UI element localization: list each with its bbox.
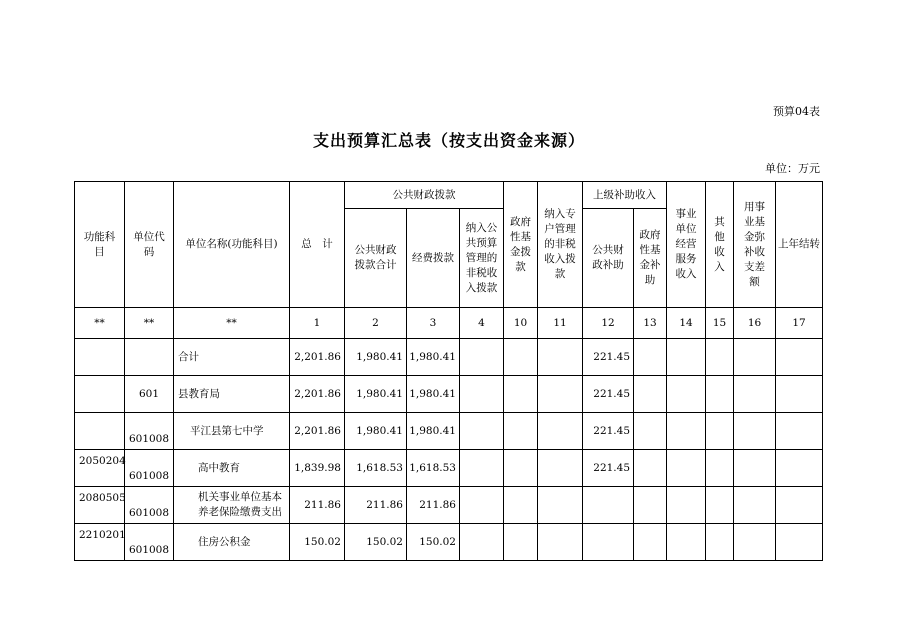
- empty-cell: [667, 339, 706, 376]
- table-row: [75, 413, 823, 450]
- empty-cell: [460, 413, 504, 450]
- table-row: [75, 376, 823, 413]
- table-row: [75, 487, 823, 524]
- page-title: 支出预算汇总表（按支出资金来源）: [312, 131, 585, 150]
- empty-cell: [504, 524, 538, 561]
- cell-pf-total: 211.86: [345, 487, 407, 524]
- column-index-cell: 11: [538, 308, 583, 339]
- empty-cell: [538, 487, 583, 524]
- cell-total: 2,201.86: [290, 339, 345, 376]
- header-unit-code: 单位代码: [125, 182, 174, 308]
- column-index-cell: 17: [776, 308, 823, 339]
- header-total: 总 计: [290, 182, 345, 308]
- header-service-income: 事业单位经营服务收入: [667, 182, 706, 308]
- empty-cell: [504, 450, 538, 487]
- empty-cell: [634, 450, 667, 487]
- cell-sub-public: [583, 524, 634, 561]
- cell-sub-public: 221.45: [583, 376, 634, 413]
- table-row: [75, 339, 823, 376]
- header-public-finance: 公共财政拨款: [345, 182, 504, 209]
- empty-cell: [706, 413, 734, 450]
- header-carryover: 上年结转: [776, 182, 823, 308]
- cell-func-code: [75, 339, 125, 376]
- empty-cell: [460, 524, 504, 561]
- column-index-cell: 12: [583, 308, 634, 339]
- unit-label: 单位：万元: [765, 162, 820, 175]
- empty-cell: [706, 487, 734, 524]
- cell-sub-public: [583, 487, 634, 524]
- empty-cell: [634, 376, 667, 413]
- cell-unit-code: 601: [125, 376, 174, 413]
- cell-pf-total: 1,980.41: [345, 413, 407, 450]
- column-index-cell: **: [125, 308, 174, 339]
- cell-pf-funds: 211.86: [407, 487, 460, 524]
- header-sub-public: 公共财政补助: [583, 209, 634, 308]
- cell-func-code: 2050204: [75, 450, 125, 487]
- empty-cell: [734, 413, 776, 450]
- column-index-cell: 10: [504, 308, 538, 339]
- header-gov-fund: 政府性基金拨款: [504, 182, 538, 308]
- cell-pf-funds: 1,980.41: [407, 339, 460, 376]
- header-unit-name: 单位名称(功能科目): [174, 182, 290, 308]
- empty-cell: [504, 487, 538, 524]
- empty-cell: [667, 487, 706, 524]
- budget-table: [74, 181, 823, 561]
- empty-cell: [538, 413, 583, 450]
- header-pf-total: 公共财政拨款合计: [345, 209, 407, 308]
- cell-pf-total: 1,618.53: [345, 450, 407, 487]
- cell-pf-funds: 150.02: [407, 524, 460, 561]
- column-index-row: [75, 308, 823, 339]
- column-index-cell: 2: [345, 308, 407, 339]
- header-pf-funds: 经费拨款: [407, 209, 460, 308]
- form-number: 预算04表: [773, 105, 820, 118]
- empty-cell: [734, 487, 776, 524]
- cell-pf-funds: 1,980.41: [407, 376, 460, 413]
- cell-unit-code: 601008: [125, 487, 174, 524]
- cell-pf-funds: 1,618.53: [407, 450, 460, 487]
- cell-unit-code: 601008: [125, 450, 174, 487]
- cell-name: 县教育局: [174, 376, 290, 413]
- empty-cell: [667, 413, 706, 450]
- cell-name: 住房公积金: [174, 524, 290, 561]
- column-index-cell: 13: [634, 308, 667, 339]
- cell-name: 高中教育: [174, 450, 290, 487]
- empty-cell: [706, 524, 734, 561]
- cell-func-code: 2210201: [75, 524, 125, 561]
- empty-cell: [504, 339, 538, 376]
- cell-total: 150.02: [290, 524, 345, 561]
- empty-cell: [776, 339, 823, 376]
- header-superior-subsidy: 上级补助收入: [583, 182, 667, 209]
- empty-cell: [776, 487, 823, 524]
- empty-cell: [634, 487, 667, 524]
- empty-cell: [634, 339, 667, 376]
- empty-cell: [634, 413, 667, 450]
- header-func-subject: 功能科目: [75, 182, 125, 308]
- cell-pf-total: 1,980.41: [345, 376, 407, 413]
- cell-name: 合计: [174, 339, 290, 376]
- empty-cell: [734, 524, 776, 561]
- empty-cell: [460, 339, 504, 376]
- empty-cell: [734, 339, 776, 376]
- cell-unit-code: [125, 339, 174, 376]
- empty-cell: [538, 376, 583, 413]
- column-index-cell: 16: [734, 308, 776, 339]
- empty-cell: [776, 450, 823, 487]
- empty-cell: [504, 376, 538, 413]
- cell-pf-total: 150.02: [345, 524, 407, 561]
- table-row: [75, 524, 823, 561]
- cell-sub-public: 221.45: [583, 450, 634, 487]
- header-fund-offset: 用事业基金弥补收支差额: [734, 182, 776, 308]
- column-index-cell: **: [174, 308, 290, 339]
- empty-cell: [776, 413, 823, 450]
- cell-total: 1,839.98: [290, 450, 345, 487]
- column-index-cell: 15: [706, 308, 734, 339]
- cell-func-code: [75, 413, 125, 450]
- empty-cell: [667, 376, 706, 413]
- cell-total: 2,201.86: [290, 376, 345, 413]
- cell-name: 机关事业单位基本养老保险缴费支出: [174, 487, 290, 524]
- column-index-cell: 14: [667, 308, 706, 339]
- cell-total: 211.86: [290, 487, 345, 524]
- column-index-cell: 1: [290, 308, 345, 339]
- cell-unit-code: 601008: [125, 524, 174, 561]
- cell-total: 2,201.86: [290, 413, 345, 450]
- cell-pf-total: 1,980.41: [345, 339, 407, 376]
- table-row: [75, 450, 823, 487]
- header-pf-nontax: 纳入公共预算管理的非税收入拨款: [460, 209, 504, 308]
- column-index-cell: 4: [460, 308, 504, 339]
- empty-cell: [667, 524, 706, 561]
- cell-func-code: 2080505: [75, 487, 125, 524]
- empty-cell: [634, 524, 667, 561]
- cell-sub-public: 221.45: [583, 413, 634, 450]
- cell-func-code: [75, 376, 125, 413]
- empty-cell: [706, 450, 734, 487]
- header-special-nontax: 纳入专户管理的非税收入拨款: [538, 182, 583, 308]
- empty-cell: [667, 450, 706, 487]
- column-index-cell: **: [75, 308, 125, 339]
- cell-name: 平江县第七中学: [174, 413, 290, 450]
- empty-cell: [706, 339, 734, 376]
- empty-cell: [538, 450, 583, 487]
- column-index-cell: 3: [407, 308, 460, 339]
- header-sub-gov-fund: 政府性基金补助: [634, 209, 667, 308]
- cell-pf-funds: 1,980.41: [407, 413, 460, 450]
- empty-cell: [776, 524, 823, 561]
- cell-sub-public: 221.45: [583, 339, 634, 376]
- cell-unit-code: 601008: [125, 413, 174, 450]
- header-other-income: 其他收入: [706, 182, 734, 308]
- empty-cell: [734, 376, 776, 413]
- empty-cell: [538, 524, 583, 561]
- empty-cell: [504, 413, 538, 450]
- empty-cell: [460, 487, 504, 524]
- empty-cell: [776, 376, 823, 413]
- empty-cell: [460, 450, 504, 487]
- empty-cell: [460, 376, 504, 413]
- empty-cell: [734, 450, 776, 487]
- empty-cell: [706, 376, 734, 413]
- empty-cell: [538, 339, 583, 376]
